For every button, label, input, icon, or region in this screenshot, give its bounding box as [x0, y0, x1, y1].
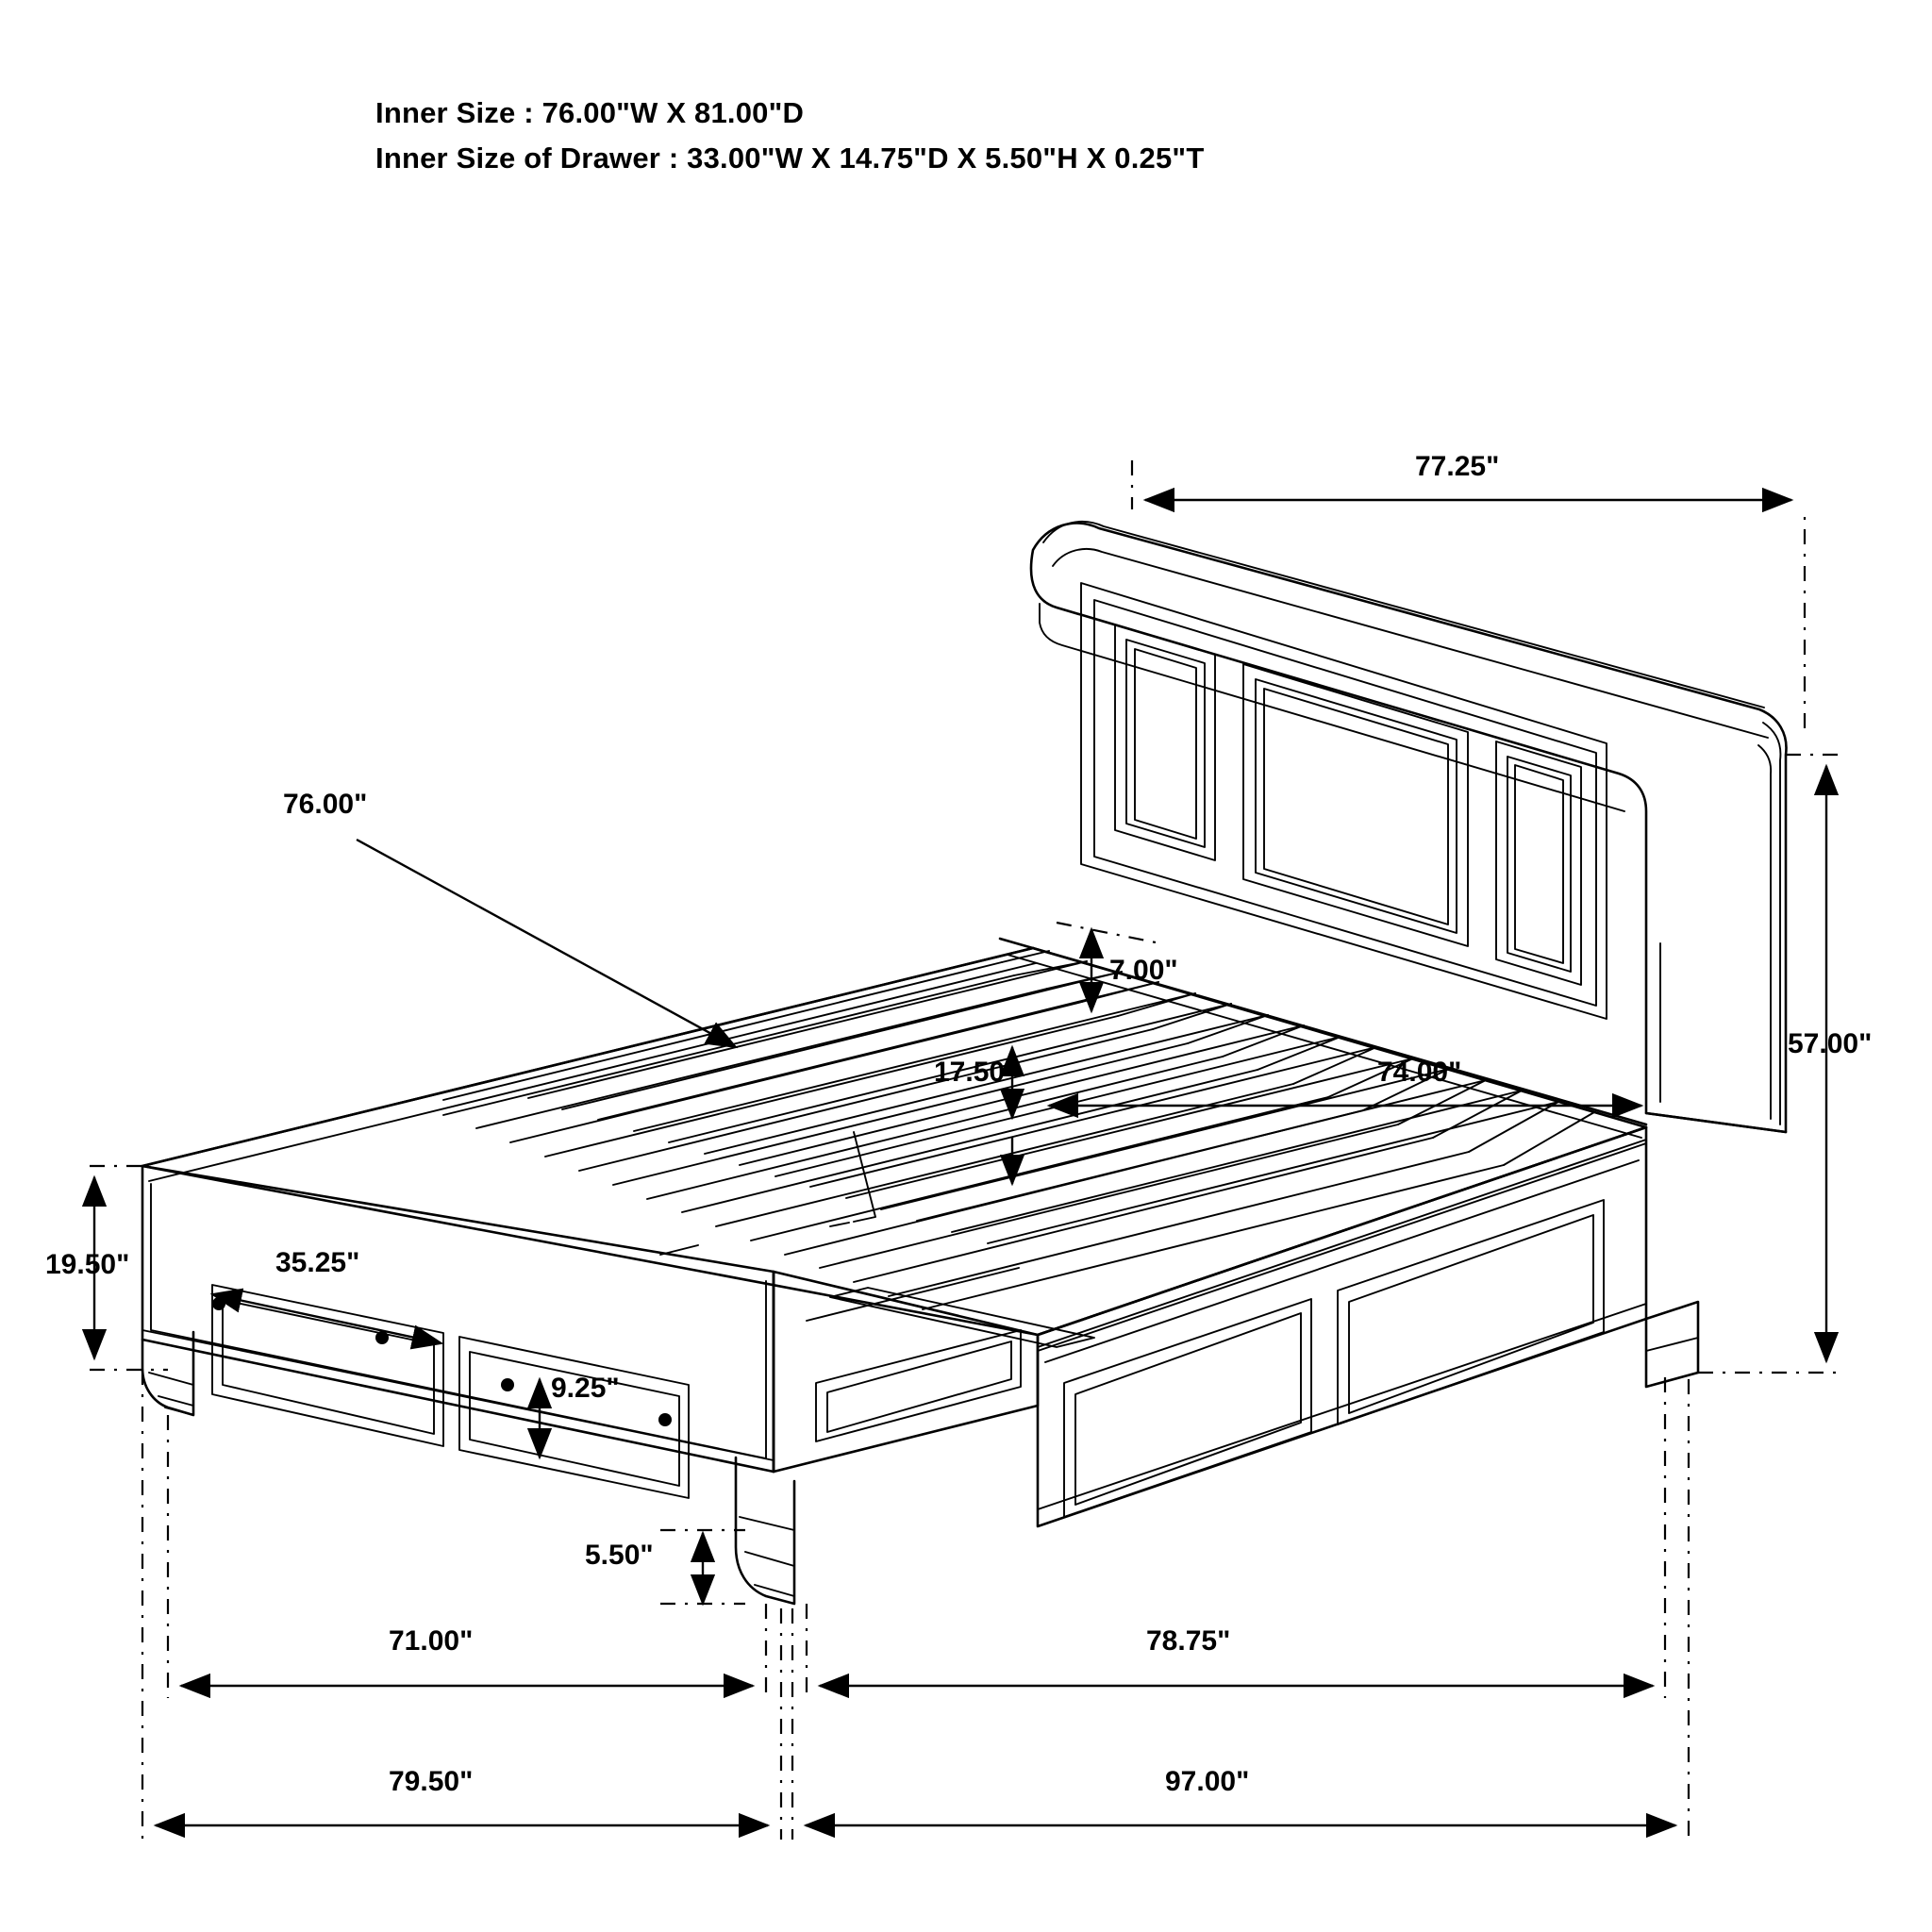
footboard-side-rail [142, 1166, 774, 1498]
dim-label-slat-width: 76.00" [283, 789, 368, 820]
dim-label-overall-right: 97.00" [1165, 1766, 1250, 1797]
dim-label-headboard-inner-width: 74.00" [1377, 1057, 1462, 1088]
dim-label-slat-to-floor: 17.50" [934, 1057, 1019, 1088]
dim-label-headboard-width-top: 77.25" [1415, 451, 1500, 482]
dim-label-overall-left: 79.50" [389, 1766, 474, 1797]
dim-label-drawer-width: 35.25" [275, 1247, 360, 1278]
spec-inner-size: Inner Size : 76.00"W X 81.00"D [375, 96, 805, 129]
slat-platform-group [142, 939, 1646, 1347]
spec-inner-drawer-size: Inner Size of Drawer : 33.00"W X 14.75"D X 5.50"H X 0.25"T [375, 142, 1205, 175]
headboard-group [1031, 522, 1786, 1132]
foot-rail-front [736, 1127, 1698, 1604]
dim-label-footboard-side: 71.00" [389, 1625, 474, 1657]
dim-label-headboard-height: 57.00" [1788, 1028, 1873, 1059]
dim-label-drawer-height: 9.25" [551, 1373, 620, 1404]
dim-label-foot-height: 5.50" [585, 1540, 654, 1571]
dim-label-headboard-to-slat: 7.00" [1109, 955, 1178, 986]
dim-label-rail-height: 19.50" [45, 1249, 130, 1280]
dimension-lines [90, 460, 1838, 1840]
dim-label-bed-side: 78.75" [1146, 1625, 1231, 1657]
